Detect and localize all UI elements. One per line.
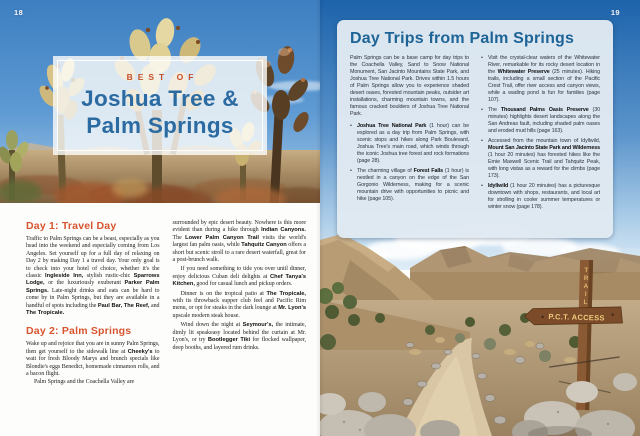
- book-title-line1: Joshua Tree &: [81, 86, 239, 111]
- bullet-item: [481, 55, 600, 104]
- day2-paragraph-continuation: Palm Springs and the Coachella Valley are: [34, 378, 135, 385]
- bullet-item: [350, 168, 469, 203]
- hero-title-box: [53, 56, 267, 155]
- paragraph: If you need something to tide you over until dinner, enjoy delicious Cuban deli delights at Chef Tanya's Kitchen, good for casual lunch and pickup orders.: [172, 266, 306, 288]
- panel-column-1: [350, 55, 469, 214]
- paragraph: Wind down the night at Seymour's, the intimate, dimly lit speakeasy located behind the curtain at Mr. Lyon's, or try Bootlegger Tiki for flocked wallpaper, deep booths, and layered rum drinks.: [172, 322, 306, 351]
- left-page-column-1: [26, 220, 160, 386]
- sign-arm-label: P.C.T. ACCESS: [548, 312, 605, 323]
- bullet-text: Accessed from the mountain town of Idyllwild, Mount San Jacinto State Park and Wilderness (1 hour 20 minutes) has forested hikes like the Ernie Maxwell Scenic Trail and Tahquitz Peak, with long vistas as a reward for the climbs (page 173).: [488, 138, 600, 179]
- bullet-glyph: •: [481, 183, 483, 189]
- day2-paragraph: Wake up and rejoice that you are in sunny Palm Springs, then get yourself to the sidewalk line at Cheeky's to wait for fresh Bloody Marys and brunch specials like Blondie's eggs Benedict, homemade cinnamon rolls, and a bacon flight.: [26, 341, 160, 378]
- day-trips-title: Day Trips from Palm Springs: [350, 30, 575, 47]
- left-page-text: [26, 220, 306, 386]
- bullet-text: Idyllwild (1 hour 20 minutes) has a picturesque downtown with shops, restaurants, and local art for strolling in cooler summer temperatures or winter snow (page 178).: [488, 183, 600, 210]
- left-page-column-2: [173, 220, 307, 386]
- day-trips-panel: [337, 20, 613, 238]
- hero-title-frame: [57, 60, 263, 151]
- sign-post-label: TRAIL: [583, 266, 589, 307]
- hero-photo-cholla-garden: [0, 0, 320, 203]
- day2-heading: Day 2: Palm Springs: [26, 325, 132, 338]
- bullet-text: The Thousand Palms Oasis Preserve (30 minutes) highlights desert landscapes along the San Andreas fault, including shaded palm oases and eroded mud hills (page 163).: [488, 107, 600, 134]
- bullet-glyph: •: [481, 107, 483, 113]
- bullet-glyph: •: [481, 138, 483, 144]
- bullet-text: Visit the crystal-clear waters of the Whitewater River, remarkable for its rocky desert location in the Whitewater Preserve (25 minutes). Hiking trails, including a small section of the Pacific Crest Trail, offer river access and canyon views, while a wading pond is fun for families (page 107).: [488, 55, 600, 103]
- panel-column-2: [481, 55, 600, 214]
- page-number-right: 19: [610, 8, 620, 17]
- paragraph: surrounded by epic desert beauty. Nowhere is this more evident than during a hike through Indian Canyons. The Lower Palm Canyon Trail visits the world's largest fan palm oasis, while Tahquitz Canyon offers a short but scenic stroll to a rare desert waterfall, great for a post-brunch walk.: [172, 220, 306, 264]
- bullet-glyph: •: [481, 55, 483, 61]
- bullet-list-left: [350, 123, 469, 203]
- bullet-glyph: •: [350, 123, 352, 129]
- right-page: [320, 0, 640, 436]
- series-kicker: BEST OF: [126, 72, 199, 82]
- day1-paragraph: Traffic to Palm Springs can be a beast, especially as you head into the weekend and especially coming from Los Angeles. Set yourself up for a full day of relaxing on Day 2 by making Day 1 a travel day. Your only goal is to check into your hotel of choice, whether it's the classic Ingleside Inn, stylish rustic-chic Sparrows Lodge, or the luxuriously exuberant Parker Palm Springs. Late-night drinks and eats can be hard to come by in Palm Springs, but they are available in a handful of spots including the Paul Bar, The Reef, and The Tropicale.: [26, 236, 160, 317]
- bullet-text: Joshua Tree National Park (1 hour) can be explored as a day trip from Palm Springs, with scenic stops and hikes along Park Boulevard, Joshua Tree's main road, which winds through the iconic Joshua tree forest and rock formations (page 28).: [357, 123, 469, 164]
- book-title-line2: Palm Springs: [86, 113, 234, 138]
- day1-heading: Day 1: Travel Day: [26, 220, 117, 232]
- bullet-item: [481, 138, 600, 180]
- panel-columns: [350, 55, 600, 214]
- bullet-item: [350, 123, 469, 165]
- bullet-glyph: •: [350, 168, 352, 174]
- bullet-item: [481, 107, 600, 135]
- bullet-text: The charming village of Forest Falls (1 hour) is nestled in a canyon on the edge of the San Gorgonio Wilderness, making for a scenic mountain drive with opportunities to picnic and hike (page 105).: [357, 168, 469, 202]
- paragraph: Dinner is on the tropical patio at The Tropicale, with its throwback supper club feel and Pacific Rim menu, or opt for steaks in the dark lounge at Mr. Lyon's upscale modern steak house.: [172, 290, 306, 319]
- intro-paragraph: Palm Springs can be a base camp for day trips to the Coachella Valley, Sand to Snow National Monument, San Jacinto Mountains State Park, and Joshua Tree National Park. Drives within 1.5 hours of Palm Springs allow you to experience shaded desert oases, forested mountain peaks, outsider art installations, charming mountain towns, and the famous cracked boulders of Joshua Tree National Park.: [350, 55, 469, 117]
- page-number-left: 18: [14, 8, 24, 17]
- bullet-item: [481, 183, 600, 211]
